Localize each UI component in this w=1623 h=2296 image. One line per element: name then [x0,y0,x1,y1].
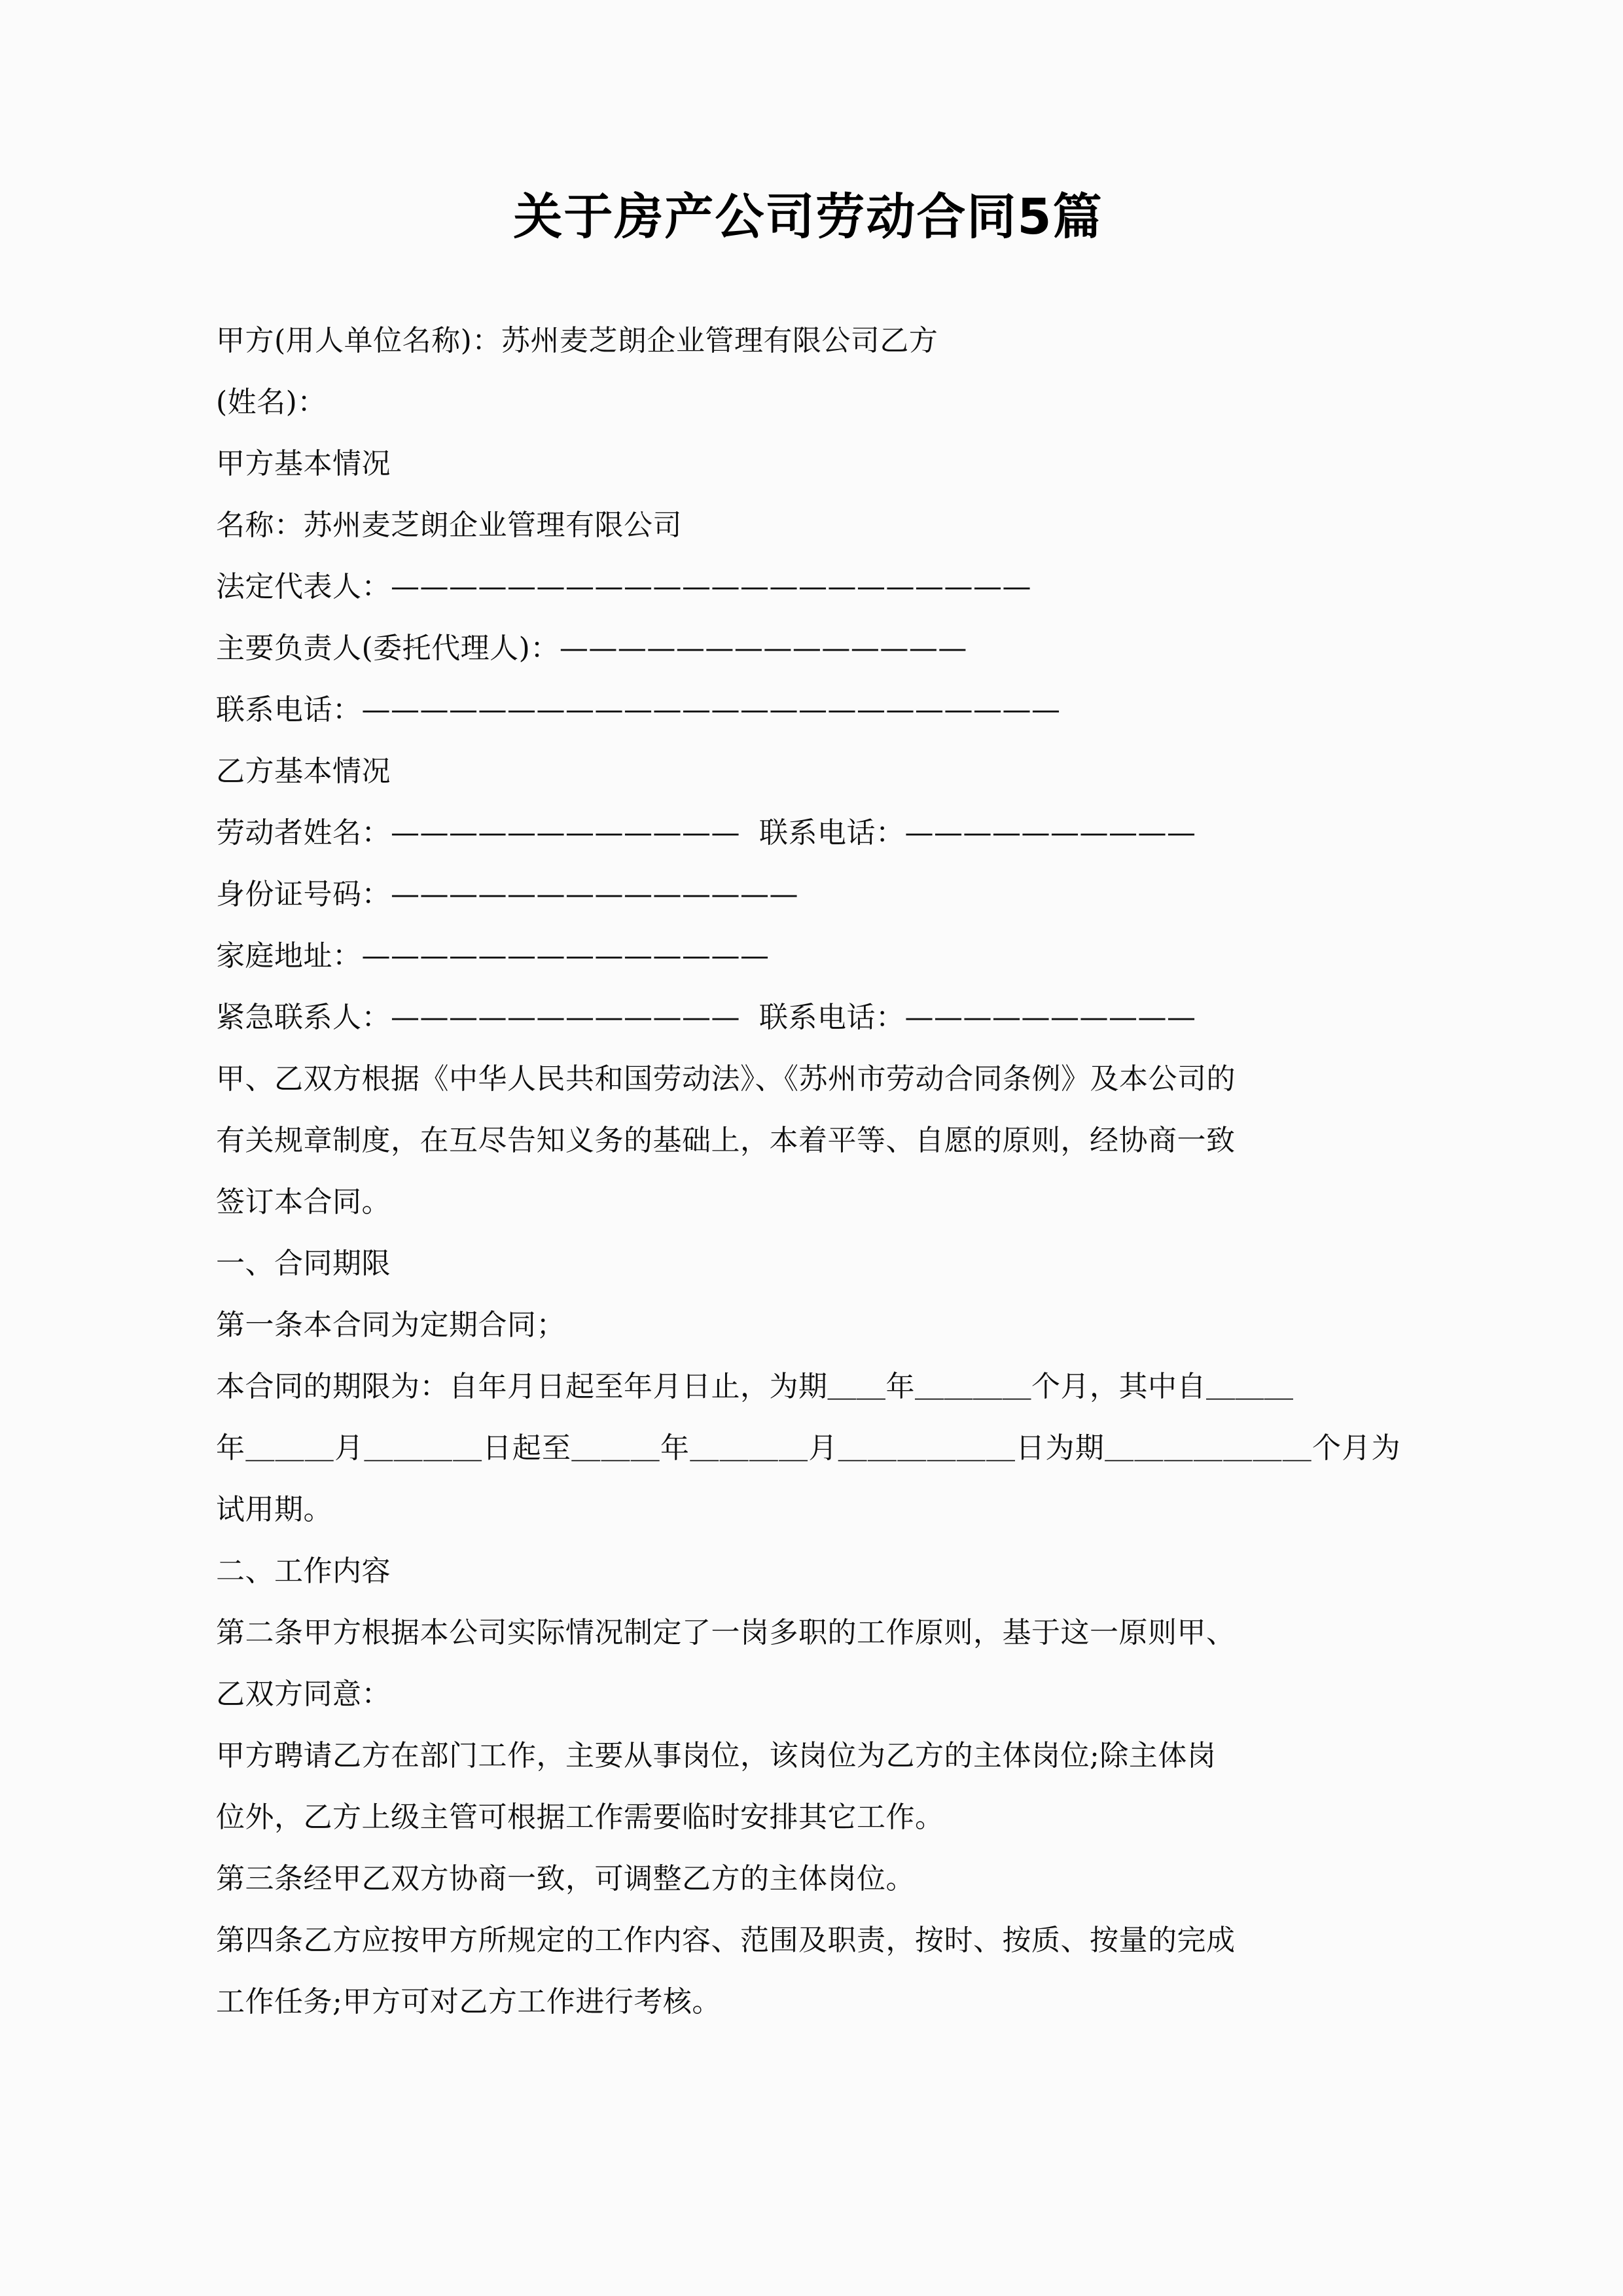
paragraph-legal-representative: 法定代表人：—————————————————————— [216,569,1031,603]
paragraph-article-two-4: 位外，乙方上级主管可根据工作需要临时安排其它工作。 [216,1800,944,1834]
paragraph-article-two-3: 甲方聘请乙方在部门工作，主要从事岗位，该岗位为乙方的主体岗位;除主体岗 [216,1738,1217,1772]
paragraph-article-one: 第一条本合同为定期合同； [216,1308,565,1342]
paragraph-party-a-header: 甲方(用人单位名称)：苏州麦芝朗企业管理有限公司乙方 [216,323,938,357]
paragraph-legal-basis-2: 有关规章制度，在互尽告知义务的基础上，本着平等、自愿的原则，经协商一致 [216,1123,1236,1157]
paragraph-principal-person: 主要负责人(委托代理人)：—————————————— [216,631,967,665]
paragraph-home-address: 家庭地址：—————————————— [216,939,770,973]
paragraph-article-two-1: 第二条甲方根据本公司实际情况制定了一岗多职的工作原则，基于这一原则甲、 [216,1615,1236,1649]
paragraph-article-two-2: 乙双方同意： [216,1677,391,1711]
page-title: 关于房产公司劳动合同5篇 [513,188,1103,245]
paragraph-party-a-basic-heading: 甲方基本情况 [216,446,391,480]
paragraph-legal-basis-3: 签订本合同。 [216,1185,391,1219]
document-body [216,310,1400,2033]
paragraph-id-number: 身份证号码：—————————————— [216,877,798,911]
paragraph-party-b-name-label: (姓名)： [216,385,327,419]
heading-section-two: 二、工作内容 [216,1554,391,1588]
paragraph-worker-name-and-phone: 劳动者姓名：———————————— 联系电话：—————————— [216,816,1196,850]
paragraph-company-name: 名称：苏州麦芝朗企业管理有限公司 [216,508,682,542]
paragraph-term-line-2: 年＿＿＿月＿＿＿＿日起至＿＿＿年＿＿＿＿月＿＿＿＿＿＿日为期＿＿＿＿＿＿＿个月为试用期。 [216,1431,1400,1526]
paragraph-term-line-1: 本合同的期限为：自年月日起至年月日止，为期＿＿年＿＿＿＿个月，其中自＿＿＿ [216,1369,1294,1403]
paragraph-party-b-basic-heading: 乙方基本情况 [216,754,391,788]
paragraph-emergency-contact: 紧急联系人：———————————— 联系电话：—————————— [216,1000,1196,1034]
document-content [216,0,1400,2033]
paragraph-legal-basis-1: 甲、乙双方根据《中华人民共和国劳动法》、《苏州市劳动合同条例》及本公司的 [216,1062,1236,1096]
paragraph-article-three: 第三条经甲乙双方协商一致，可调整乙方的主体岗位。 [216,1861,915,1895]
paragraph-company-phone: 联系电话：———————————————————————— [216,692,1061,726]
paragraph-article-four-2: 工作任务;甲方可对乙方工作进行考核。 [216,1984,721,2018]
paragraph-article-four-1: 第四条乙方应按甲方所规定的工作内容、范围及职责，按时、按质、按量的完成 [216,1923,1236,1957]
heading-section-one: 一、合同期限 [216,1246,391,1280]
